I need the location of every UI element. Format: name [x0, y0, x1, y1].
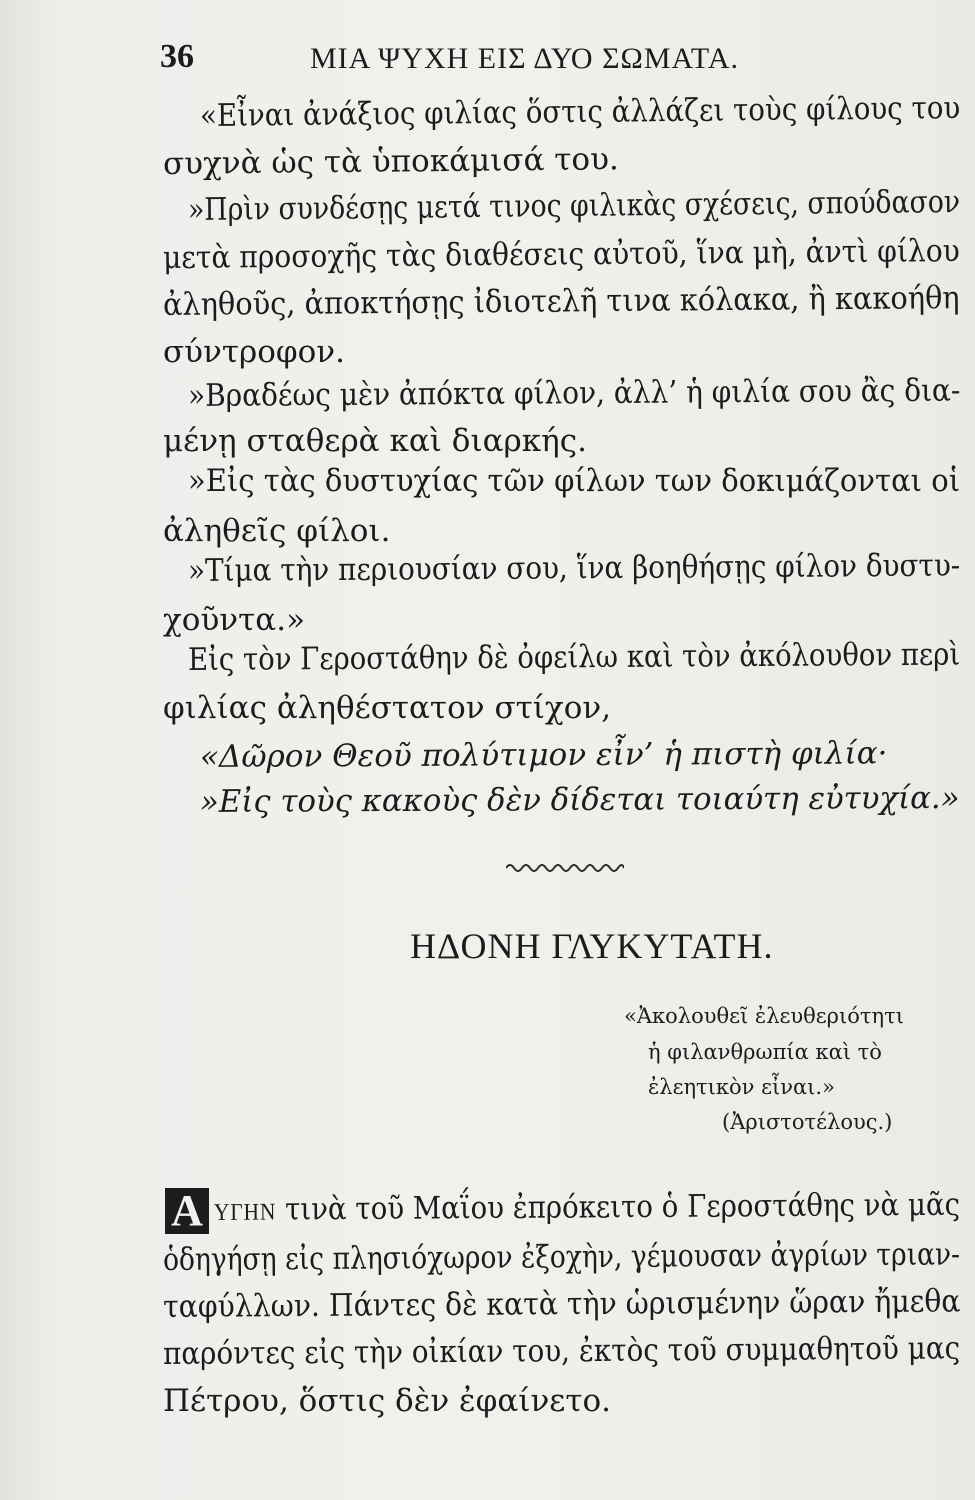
epigraph-line: ἡ φιλανθρωπία καὶ τὸ: [648, 1040, 882, 1064]
page-number: 36: [160, 38, 194, 75]
first-line-text: τινὰ τοῦ Μαΐου ἐπρόκειτο ὁ Γεροστάθης νὰ μᾶς: [284, 1186, 961, 1228]
epigraph-source: (Ἀριστοτέλους.): [722, 1110, 893, 1134]
text-line: μένῃ σταθερὰ καὶ διαρκής.: [163, 423, 587, 459]
text-line: Πέτρου, ὅστις δὲν ἐφαίνετο.: [163, 1383, 612, 1419]
chapter-title: ΗΔΟΝΗ ΓΛΥΚΥΤΑΤΗ.: [410, 926, 774, 966]
page-header: [160, 38, 800, 88]
text-line: »Βραδέως μὲν ἀπόκτα φίλον, ἀλλ’ ἡ φιλία σου ἂς δια-: [187, 372, 961, 414]
text-line: ταφύλλων. Πάντες δὲ κατὰ τὴν ὡρισμένην ὥραν ἤμεθα: [162, 1283, 961, 1325]
wavy-divider-ornament: [506, 858, 624, 878]
running-head: ΜΙΑ ΨΥΧΗ ΕΙΣ ΔΥΟ ΣΩΜΑΤΑ.: [310, 42, 739, 75]
text-line: »Πρὶν συνδέσῃς μετά τινος φιλικὰς σχέσεις, σπούδασον: [187, 183, 961, 228]
first-word-smallcaps: ΥΓΗΝ: [213, 1199, 277, 1226]
text-line: »Εἰς τὰς δυστυχίας τῶν φίλων των δοκιμάζονται οἱ: [188, 463, 961, 499]
text-line: σύντροφον.: [163, 334, 345, 370]
text-line: συχνὰ ὡς τὰ ὑποκάμισά του.: [162, 141, 619, 182]
paragraph-first-line: [214, 1185, 960, 1233]
text-line: «Εἶναι ἀνάξιος φιλίας ὅστις ἀλλάζει τοὺς φίλους του: [199, 90, 961, 134]
epigraph-line: ἐλεητικὸν εἶναι.»: [648, 1075, 835, 1099]
text-line: παρόντες εἰς τὴν οἰκίαν του, ἐκτὸς τοῦ συμμαθητοῦ μας: [162, 1330, 961, 1372]
text-line: ἀληθοῦς, ἀποκτήσῃς ἰδιοτελῆ τινα κόλακα, ἢ κακοήθη: [162, 280, 960, 323]
text-line: χοῦντα.»: [163, 602, 306, 638]
text-line: »Τίμα τὴν περιουσίαν σου, ἵνα βοηθήσῃς φίλον δυστυ-: [187, 547, 961, 589]
text-line: ὁδηγήσῃ εἰς πλησιόχωρον ἐξοχὴν, γέμουσαν ἀγρίων τριαν-: [162, 1236, 961, 1278]
text-line: Εἰς τὸν Γεροστάθην δὲ ὀφείλω καὶ τὸν ἀκόλουθον περὶ: [187, 636, 961, 678]
verse-line: »Εἰς τοὺς κακοὺς δὲν δίδεται τοιαύτη εὐτυχία.»: [199, 780, 960, 820]
verse-line: «Δῶρον Θεοῦ πολύτιμον εἶν’ ἡ πιστὴ φιλία·: [199, 735, 888, 775]
drop-cap: Α: [165, 1188, 209, 1234]
text-line: μετὰ προσοχῆς τὰς διαθέσεις αὐτοῦ, ἵνα μὴ, ἀντὶ φίλου: [162, 233, 960, 276]
text-line: φιλίας ἀληθέστατον στίχον,: [163, 690, 612, 726]
text-line: ἀληθεῖς φίλοι.: [163, 513, 391, 549]
epigraph-line: «Ἀκολουθεῖ ἐλευθεριότητι: [624, 1004, 904, 1028]
